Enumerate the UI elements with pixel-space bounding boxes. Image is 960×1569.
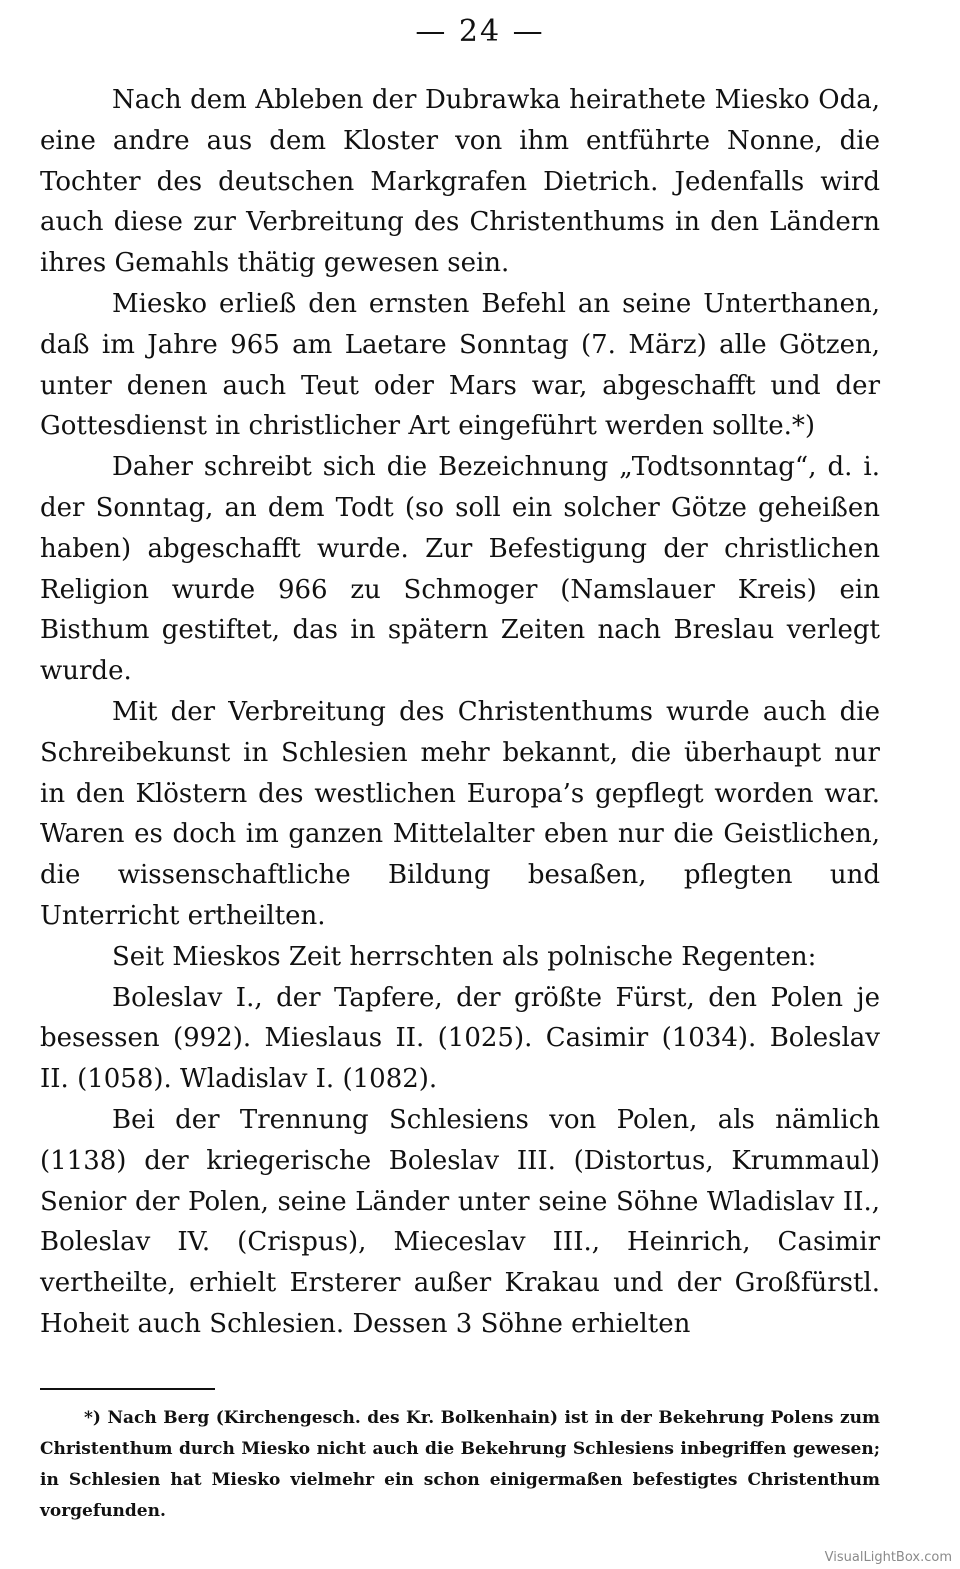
paragraph-3: Daher schreibt sich die Bezeichnung „Todtsonntag“, d. i. der Sonntag, an dem Todt (so soll ein solcher Götze geheißen haben) abgeschafft wurde. Zur Befestigung der christlichen Religion wurde 966 zu Schmoger (Namslauer Kreis) ein Bisthum gestiftet, das in spätern Zeiten nach Breslau verlegt wurde. [40,452,880,687]
footnote-divider [40,1388,215,1390]
paragraph-4: Mit der Verbreitung des Christenthums wurde auch die Schreibekunst in Schlesien mehr bekannt, die überhaupt nur in den Klöstern des westlichen Europa’s gepflegt worden war. Waren es doch im ganzen Mittelalter eben nur die Geistlichen, die wissenschaftliche Bildung besaßen, pflegten und Unterricht ertheilten. [40,696,880,931]
paragraph-2: Miesko erließ den ernsten Befehl an seine Unterthanen, daß im Jahre 965 am Laetare Sonntag (7. März) alle Götzen, unter denen auch Teut oder Mars war, abgeschafft und der Gottesdienst in christlicher Art eingeführt werden sollte.*) [40,288,880,442]
paragraph-1: Nach dem Ableben der Dubrawka heirathete Miesko Oda, eine andre aus dem Kloster von ihm entführte Nonne, die Tochter des deutschen Markgrafen Dietrich. Jedenfalls wird auch diese zur Verbreitung des Christenthums in den Ländern ihres Gemahls thätig gewesen sein. [40,85,880,279]
watermark: VisualLightBox.com [824,1550,952,1565]
page-number: — 24 — [415,14,545,49]
paragraph-5: Seit Mieskos Zeit herrschten als polnische Regenten: [112,941,817,972]
paragraph-6: Boleslav I., der Tapfere, der größte Fürst, den Polen je besessen (992). Mieslaus II. (1025). Casimir (1034). Boleslav II. (1058). Wladislav I. (1082). [40,982,880,1095]
paragraph-7: Bei der Trennung Schlesiens von Polen, als nämlich (1138) der kriegerische Boleslav III. (Distortus, Krummaul) Senior der Polen, seine Länder unter seine Söhne Wladislav II., Boleslav IV. (Crispus), Mieceslav III., Heinrich, Casimir vertheilte, erhielt Ersterer außer Krakau und der Großfürstl. Hoheit auch Schlesien. Dessen 3 Söhne erhielten [40,1104,880,1339]
footnote: *) Nach Berg (Kirchengesch. des Kr. Bolkenhain) ist in der Bekehrung Polens zum Christenthum durch Miesko nicht auch die Bekehrung Schlesiens inbegriffen gewesen; in Schlesien hat Miesko vielmehr ein schon einigermaßen befestigtes Christenthum vorgefunden. [40,1408,880,1521]
body-text [40,80,880,1345]
